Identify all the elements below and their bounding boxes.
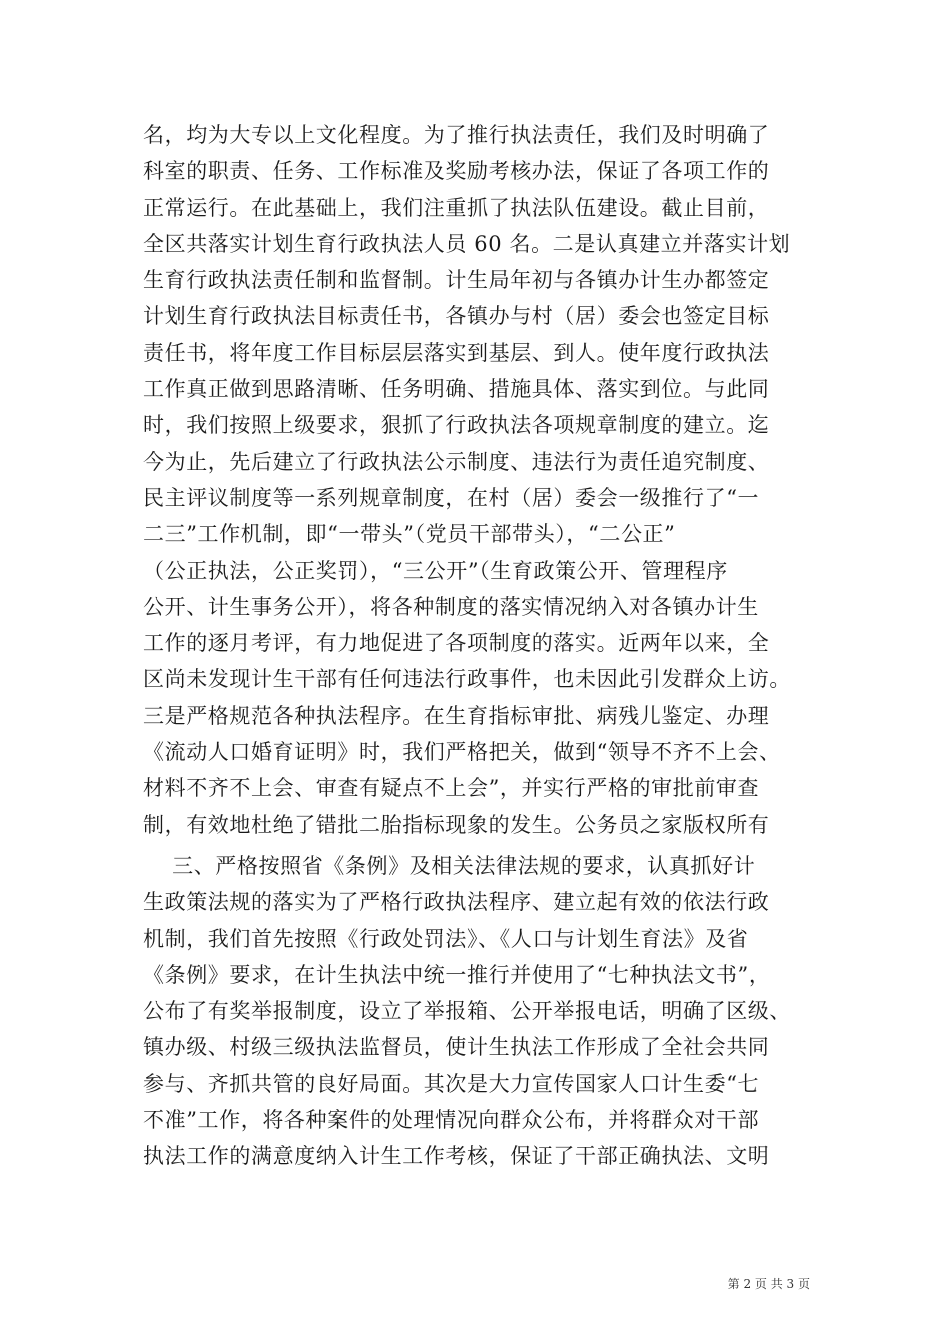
text-line: 公开、计生事务公开），将各种制度的落实情况纳入对各镇办计生 (143, 594, 759, 619)
text-line: 《流动人口婚育证明》时，我们严格把关，做到“领导不齐不上会、 (143, 740, 781, 765)
text-line: 不准”工作，将各种案件的处理情况向群众公布，并将群众对干部 (143, 1108, 760, 1133)
text-line: 机制，我们首先按照《行政处罚法》、《人口与计划生育法》及省 (143, 926, 749, 951)
text-line: 材料不齐不上会、审查有疑点不上会”，并实行严格的审批前审查 (143, 776, 760, 801)
text-line: 时，我们按照上级要求，狠抓了行政执法各项规章制度的建立。迄 (143, 413, 770, 438)
text-line: 三、严格按照省《条例》及相关法律法规的要求，认真抓好计 (143, 853, 756, 878)
text-line: 工作真正做到思路清晰、任务明确、措施具体、落实到位。与此同 (143, 377, 770, 402)
text-line: 《条例》要求，在计生执法中统一推行并使用了“七种执法文书”， (143, 962, 771, 987)
text-line: 二三”工作机制，即“一带头”（党员干部带头），“二公正” (143, 522, 676, 547)
text-line: 全区共落实计划生育行政执法人员 60 名。二是认真建立并落实计划 (143, 231, 791, 256)
text-line: 公布了有奖举报制度，设立了举报箱、公开举报电话，明确了区级、 (143, 999, 791, 1024)
text-line: 工作的逐月考评，有力地促进了各项制度的落实。近两年以来，全 (143, 631, 770, 656)
text-line: 生育行政执法责任制和监督制。计生局年初与各镇办计生办都签定 (143, 268, 770, 293)
paragraph-1 (143, 117, 823, 843)
text-line: 执法工作的满意度纳入计生工作考核，保证了干部正确执法、文明 (143, 1144, 770, 1169)
text-line: 镇办级、村级三级执法监督员，使计生执法工作形成了全社会共同 (143, 1035, 770, 1060)
text-line: 三是严格规范各种执法程序。在生育指标审批、病残儿鉴定、办理 (143, 703, 770, 728)
text-line: 制，有效地杜绝了错批二胎指标现象的发生。公务员之家版权所有 (143, 812, 770, 837)
text-line: 名，均为大专以上文化程度。为了推行执法责任，我们及时明确了 (143, 123, 770, 147)
text-line: 科室的职责、任务、工作标准及奖励考核办法，保证了各项工作的 (143, 159, 770, 184)
text-line: 今为止，先后建立了行政执法公示制度、违法行为责任追究制度、 (143, 449, 770, 474)
text-line: 责任书，将年度工作目标层层落实到基层、到人。使年度行政执法 (143, 340, 770, 365)
text-line: 民主评议制度等一系列规章制度，在村（居）委会一级推行了“一 (143, 485, 760, 510)
text-line: 计划生育行政执法目标责任书，各镇办与村（居）委会也签定目标 (143, 304, 770, 329)
text-line: 区尚未发现计生干部有任何违法行政事件，也未因此引发群众上访。 (143, 667, 791, 692)
text-line: 生政策法规的落实为了严格行政执法程序、建立起有效的依法行政 (143, 890, 770, 915)
page-number: 第 2 页 共 3 页 (727, 1277, 810, 1291)
text-line: （公正执法，公正奖罚），“三公开”（生育政策公开、管理程序 (143, 558, 728, 583)
body-text (143, 117, 823, 1175)
text-line: 参与、齐抓共管的良好局面。其次是大力宣传国家人口计生委“七 (143, 1071, 760, 1096)
paragraph-2 (143, 848, 823, 1175)
text-line: 正常运行。在此基础上，我们注重抓了执法队伍建设。截止目前， (143, 195, 770, 220)
